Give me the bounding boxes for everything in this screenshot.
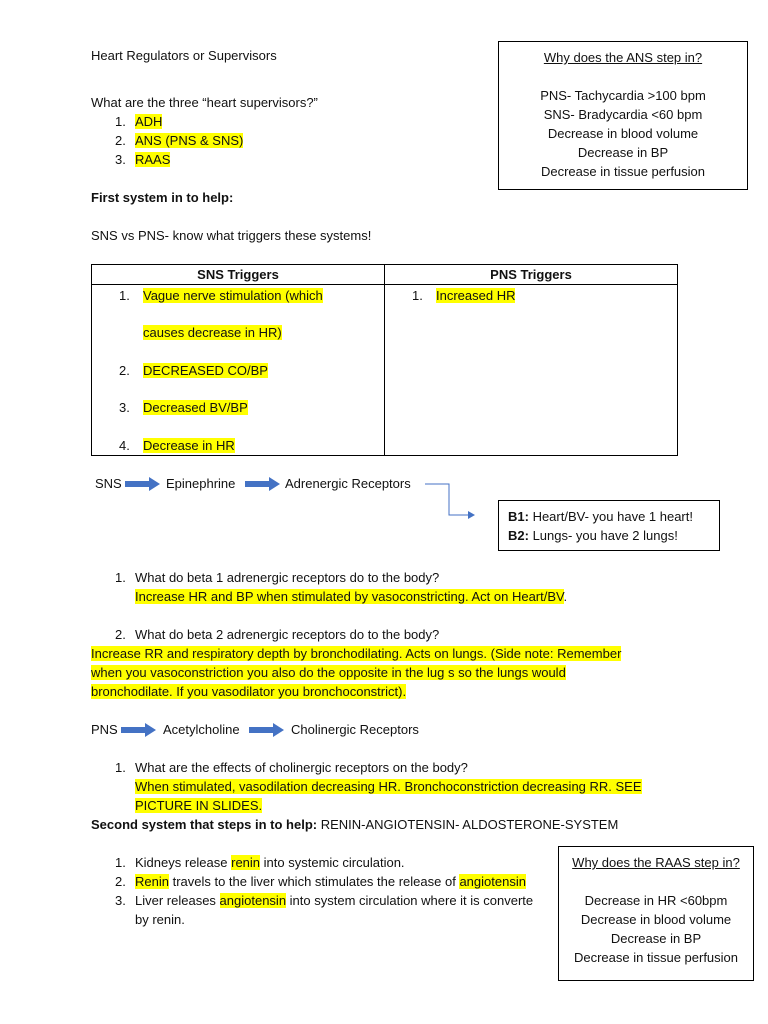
list-item: 1. ADH [115, 114, 163, 129]
answer-beta2-line: bronchodilate. If you vasodilator you bronchoconstrict). [91, 684, 407, 699]
elbow-arrow-icon [424, 478, 476, 522]
table-cell-item: 1. Increased HR [412, 288, 516, 303]
raas-box-title: Why does the RAAS step in? [572, 855, 740, 870]
first-system-heading: First system in to help: [91, 190, 234, 205]
beta-receptors-box [498, 500, 720, 551]
beta2-line: B2: Lungs- you have 2 lungs! [508, 528, 678, 543]
answer-beta1: Increase HR and BP when stimulated by vasoconstricting. Act on Heart/BV. [135, 589, 568, 604]
right-arrow-icon [249, 722, 285, 738]
question-cholinergic: 1. What are the effects of cholinergic receptors on the body? [115, 760, 468, 775]
ans-box-line: SNS- Bradycardia <60 bpm [543, 107, 703, 122]
pns-triggers-cell [385, 285, 678, 456]
flow-acetylcholine: Acetylcholine [163, 722, 240, 737]
table-cell-item: 1. Vague nerve stimulation (which [119, 288, 323, 303]
sns-vs-pns-note: SNS vs PNS- know what triggers these systems! [91, 228, 372, 243]
raas-box-line: Decrease in tissue perfusion [573, 950, 739, 965]
raas-box-line: Decrease in HR <60bpm [584, 893, 728, 908]
flow-cholinergic: Cholinergic Receptors [291, 722, 419, 737]
answer-cholinergic-line: PICTURE IN SLIDES. [135, 798, 263, 813]
right-arrow-icon [245, 476, 281, 492]
ans-box-title: Why does the ANS step in? [543, 50, 703, 65]
flow-sns: SNS [95, 476, 122, 491]
raas-box-line: Decrease in BP [610, 931, 702, 946]
table-cell-item: 3. Decreased BV/BP [119, 400, 248, 415]
raas-why-box [558, 846, 754, 981]
triggers-table [91, 264, 678, 456]
page-title: Heart Regulators or Supervisors [91, 48, 277, 63]
ans-box-line: Decrease in BP [577, 145, 669, 160]
raas-box-line: Decrease in blood volume [580, 912, 732, 927]
beta1-line: B1: Heart/BV- you have 1 heart! [508, 509, 693, 524]
question-supervisors: What are the three “heart supervisors?” [91, 95, 318, 110]
right-arrow-icon [121, 722, 157, 738]
raas-step: 3. Liver releases angiotensin into system circulation where it is converte [115, 893, 534, 908]
ans-box-line: Decrease in blood volume [547, 126, 699, 141]
answer-beta2-line: Increase RR and respiratory depth by bronchodilating. Acts on lungs. (Side note: Remember [91, 646, 622, 661]
flow-epinephrine: Epinephrine [166, 476, 236, 491]
sns-triggers-cell [92, 285, 385, 456]
raas-step-continued: by renin. [135, 912, 185, 927]
table-cell-item: 2. DECREASED CO/BP [119, 363, 268, 378]
list-item: 3. RAAS [115, 152, 171, 167]
raas-step: 1. Kidneys release renin into systemic circulation. [115, 855, 405, 870]
flow-pns: PNS [91, 722, 118, 737]
question-beta2: 2. What do beta 2 adrenergic receptors do to the body? [115, 627, 440, 642]
ans-why-box [498, 41, 748, 190]
table-header-sns: SNS Triggers [92, 265, 385, 285]
answer-cholinergic-line: When stimulated, vasodilation decreasing HR. Bronchoconstriction decreasing RR. SEE [135, 779, 642, 794]
flow-adrenergic: Adrenergic Receptors [285, 476, 411, 491]
right-arrow-icon [125, 476, 161, 492]
table-cell-item: 4. Decrease in HR [119, 438, 235, 453]
answer-beta2-line: when you vasoconstriction you also do the opposite in the lug s so the lungs would [91, 665, 566, 680]
raas-step: 2. Renin travels to the liver which stimulates the release of angiotensin [115, 874, 526, 889]
question-beta1: 1. What do beta 1 adrenergic receptors do to the body? [115, 570, 440, 585]
table-header-pns: PNS Triggers [385, 265, 678, 285]
ans-box-line: Decrease in tissue perfusion [540, 164, 706, 179]
table-cell-item: causes decrease in HR) [143, 325, 282, 340]
ans-box-line: PNS- Tachycardia >100 bpm [540, 88, 706, 103]
second-system-heading: Second system that steps in to help: RENIN-ANGIOTENSIN- ALDOSTERONE-SYSTEM [91, 817, 619, 832]
list-item: 2. ANS (PNS & SNS) [115, 133, 244, 148]
